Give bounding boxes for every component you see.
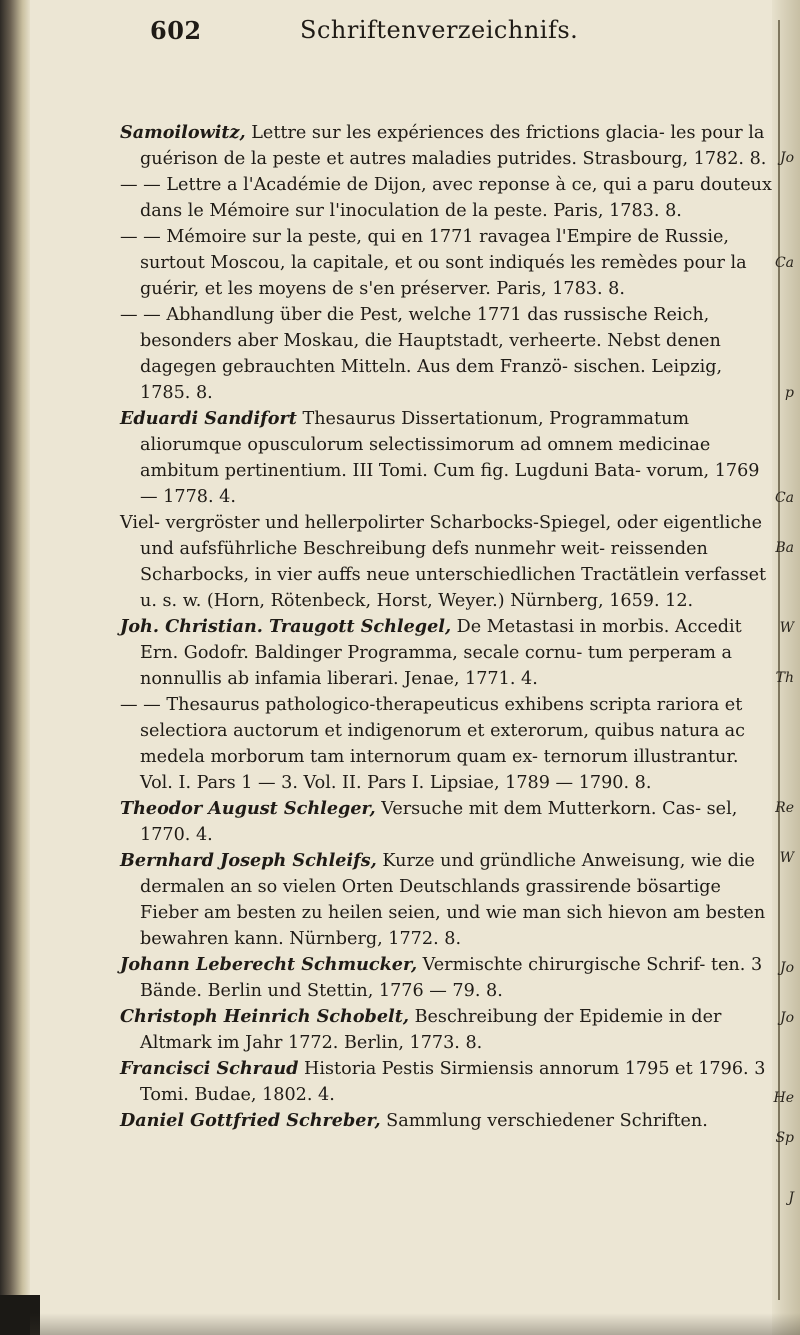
entry-author: — —: [120, 175, 161, 195]
entry-text: Thesaurus pathologico-therapeuticus exhibens scripta rariora et selectiora auctorum et indigenorum et exterorum, quibus natura ac medela morborum tam internorum quam ex- ternorum illustrantur. Vol. I. Pars 1 — 3. Vol. II. Pars I. Lipsiae, 1789 — 1790. 8.: [140, 695, 745, 793]
margin-fragment: Ba: [775, 540, 794, 556]
entry-text: Lettre a l'Académie de Dijon, avec reponse à ce, qui a paru douteux dans le Mémoire sur l'inoculation de la peste. Paris, 1783. 8.: [140, 175, 772, 221]
entry-text: Versuche mit dem Mutterkorn. Cas- sel, 1770. 4.: [140, 799, 738, 845]
entry-text: Lettre sur les expériences des frictions glacia- les pour la guérison de la peste et autres maladies putrides. Strasbourg, 1782. 8.: [140, 123, 767, 169]
page-bottom-shadow: [30, 1313, 800, 1335]
margin-fragment: Th: [775, 670, 794, 686]
entry-author: Daniel Gottfried Schreber,: [120, 1110, 381, 1131]
margin-fragment: Re: [775, 800, 794, 816]
margin-fragment: Ca: [774, 490, 794, 506]
margin-fragment: Jo: [779, 1010, 794, 1026]
entry-author: — —: [120, 305, 161, 325]
bibliography-entry: [120, 1004, 772, 1056]
margin-fragment: W: [779, 850, 794, 866]
entry-text: De Metastasi in morbis. Accedit Ern. Godofr. Baldinger Programma, secale cornu- tum perperam a nonnullis ab infamia liberari. Jenae, 1771. 4.: [140, 617, 742, 689]
margin-fragment: Ca: [774, 255, 794, 271]
entry-text: Mémoire sur la peste, qui en 1771 ravagea l'Empire de Russie, surtout Moscou, la capitale, et ou sont indiqués les remèdes pour la guérir, et les moyens de s'en préserver. Paris, 1783. 8.: [140, 227, 747, 299]
bibliography-entry: [120, 848, 772, 952]
entry-text: Abhandlung über die Pest, welche 1771 das russische Reich, besonders aber Moskau, die Hauptstadt, verheerte. Nebst denen dagegen gebrauchten Mitteln. Aus dem Franzö- sischen. Leipzig, 1785. 8.: [140, 305, 723, 403]
running-title: Schriftenverzeichnifs.: [300, 16, 579, 44]
bibliography-entry: [120, 120, 772, 172]
entry-text: Kurze und gründliche Anweisung, wie die dermalen an so vielen Orten Deutschlands grassirende bösartige Fieber am besten zu heilen seien, und wie man sich hievon am besten bewahren kann. Nürnberg, 1772. 8.: [140, 851, 766, 949]
entry-author: — —: [120, 695, 161, 715]
entry-text: Sammlung verschiedener Schriften.: [380, 1111, 708, 1131]
bibliography-entry: [120, 614, 772, 692]
entry-author: — —: [120, 227, 161, 247]
bibliography-entry: [120, 1056, 772, 1108]
bibliography-entry: [120, 172, 772, 224]
bibliography-list: [120, 120, 772, 1134]
margin-fragment: J: [788, 1190, 794, 1206]
margin-fragment: Jo: [779, 960, 794, 976]
entry-text: Historia Pestis Sirmiensis annorum 1795 et 1796. 3 Tomi. Budae, 1802. 4.: [140, 1059, 766, 1105]
bibliography-entry: [120, 692, 772, 796]
bibliography-entry: [120, 510, 772, 614]
entry-author: Joh. Christian. Traugott Schlegel,: [120, 616, 452, 637]
bibliography-entry: [120, 224, 772, 302]
bibliography-entry: [120, 406, 772, 510]
page-number: 602: [150, 16, 202, 45]
entry-author: Eduardi Sandifort: [120, 408, 297, 429]
margin-fragment: He: [773, 1090, 794, 1106]
entry-text: Beschreibung der Epidemie in der Altmark im Jahr 1772. Berlin, 1773. 8.: [140, 1007, 722, 1053]
bibliography-entry: [120, 302, 772, 406]
entry-text: Thesaurus Dissertationum, Programmatum aliorumque opusculorum selectissimorum ad omnem medicinae ambitum pertinentium. III Tomi. Cum fig. Lugduni Bata- vorum, 1769 — 1778. 4.: [140, 409, 760, 507]
margin-fragment: p: [785, 385, 794, 401]
margin-fragment: W: [779, 620, 794, 636]
page-gutter-line: [778, 20, 780, 1300]
entry-author: Bernhard Joseph Schleifs,: [120, 850, 377, 871]
entry-text: Vermischte chirurgische Schrif- ten. 3 Bände. Berlin und Stettin, 1776 — 79. 8.: [140, 955, 763, 1001]
entry-author: Christoph Heinrich Schobelt,: [120, 1006, 409, 1027]
entry-author: Johann Leberecht Schmucker,: [120, 954, 418, 975]
margin-fragment: Jo: [779, 150, 794, 166]
entry-text: Viel- vergröster und hellerpolirter Scharbocks-Spiegel, oder eigentliche und aufsführliche Beschreibung defs nunmehr weit- reissenden Scharbocks, in vier auffs neue unterschiedlichen Tractätlein verfasset u. s. w. (Horn, Rötenbeck, Horst, Weyer.) Nürnberg, 1659. 12.: [120, 513, 767, 611]
entry-author: Samoilowitz,: [120, 122, 246, 143]
margin-fragment: Sp: [775, 1130, 794, 1146]
entry-author: Francisci Schraud: [120, 1058, 299, 1079]
book-spine-shadow: [0, 0, 30, 1335]
entry-author: Theodor August Schleger,: [120, 798, 376, 819]
bibliography-entry: [120, 796, 772, 848]
bibliography-entry: [120, 952, 772, 1004]
bibliography-entry: [120, 1108, 772, 1134]
